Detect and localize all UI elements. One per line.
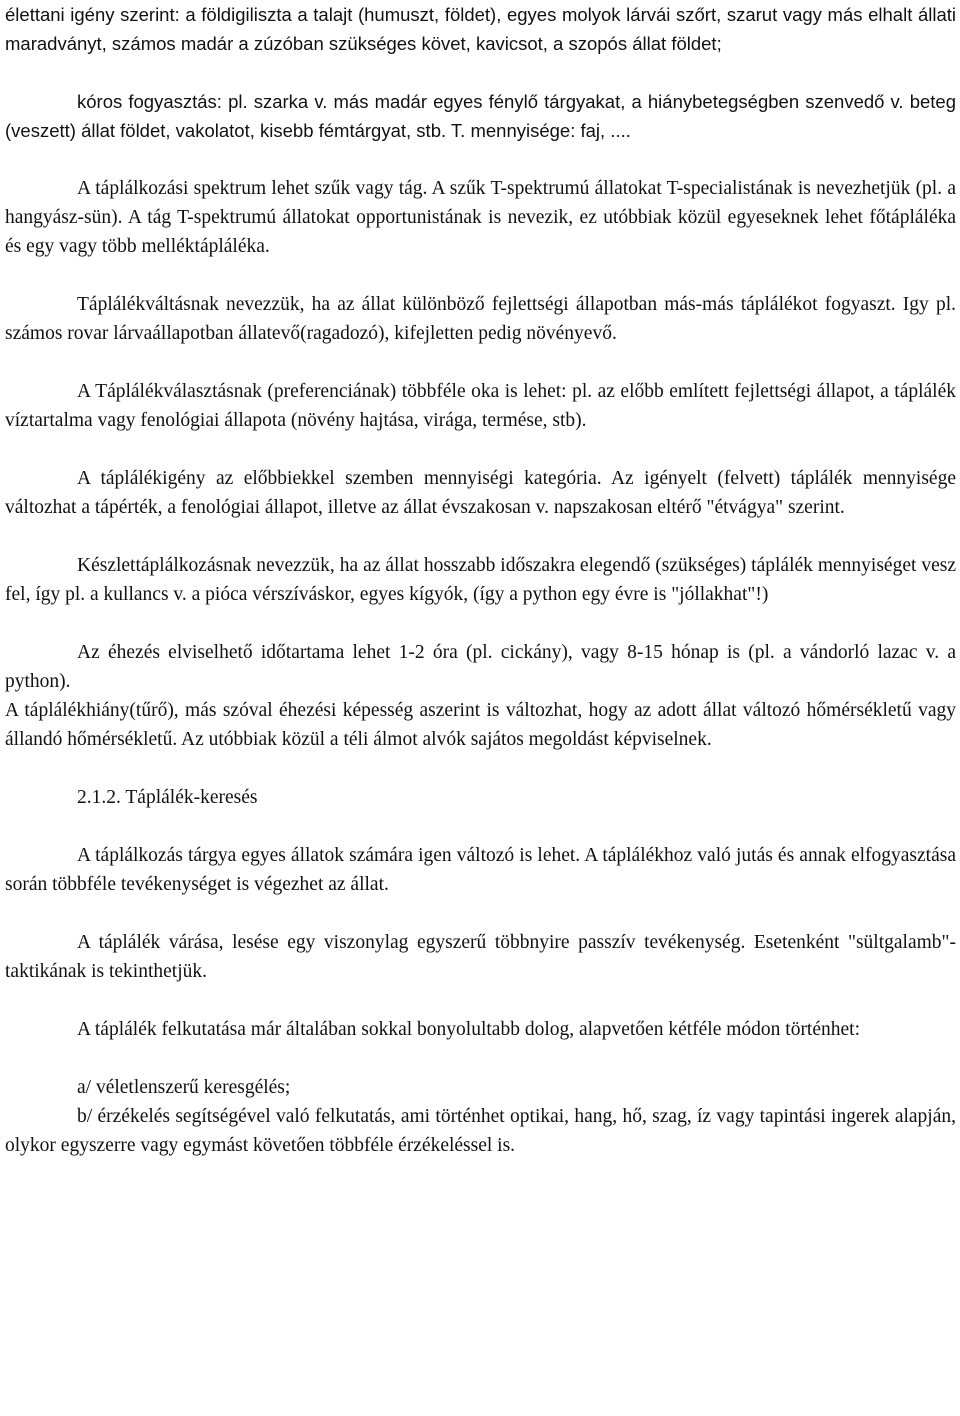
paragraph-feeding-object: A táplálkozás tárgya egyes állatok számára igen változó is lehet. A táplálékhoz való jutás és annak elfogyasztása során többféle tevékenységet is végezhet az állat. (5, 845, 956, 895)
paragraph-stock-feeding: Készlettáplálkozásnak nevezzük, ha az állat hosszabb időszakra elegendő (szükséges) táplálék mennyiséget vesz fel, így pl. a kullancs v. a pióca vérszíváskor, egyes kígyók, (így a python egy évre is "jóllakhat"!) (5, 555, 956, 605)
paragraph-physiological-need: élettani igény szerint: a földigiliszta a talajt (humuszt, földet), egyes molyok lárvái szőrt, szarut vagy más elhalt állati maradványt, számos madár a zúzóban szükséges követ, kavicsot, a szopós állat földet; (5, 4, 956, 54)
paragraph-food-exploration: A táplálék felkutatása már általában sokkal bonyolultabb dolog, alapvetően kétféle módon történhet: (77, 1019, 860, 1040)
paragraph-pathological-consumption: kóros fogyasztás: pl. szarka v. más madár egyes fénylő tárgyakat, a hiánybetegségben szenvedő v. beteg (veszett) állat földet, vakolatot, kisebb fémtárgyat, stb. T. mennyisége: faj, .... (5, 91, 956, 141)
paragraph-feeding-spectrum: A táplálkozási spektrum lehet szűk vagy tág. A szűk T-spektrumú állatokat T-specialistának is nevezhetjük (pl. a hangyász-sün). A tág T-spektrumú állatokat opportunistának is nevezik, ez utóbbiak közül egyeseknek lehet főtápláléka és egy vagy több melléktápláléka. (5, 178, 956, 257)
paragraph-waiting-for-food: A táplálék várása, lesése egy viszonylag egyszerű többnyire passzív tevékenység. Esetenként "sültgalamb"-taktikának is tekinthetjük. (5, 932, 956, 982)
paragraph-food-requirement: A táplálékigény az előbbiekkel szemben mennyiségi kategória. Az igényelt (felvett) táplálék mennyisége változhat a tápérték, a fenológiai állapot, illetve az állat évszakosan v. napszakosan eltérő "étvágya" szerint. (5, 468, 956, 518)
paragraph-food-preference: A Táplálékválasztásnak (preferenciának) többféle oka is lehet: pl. az előbb említett fejlettségi állapot, a táplálék víztartalma vagy fenológiai állapota (növény hajtása, virága, termése, stb). (5, 381, 956, 431)
list-item-sensory-search: b/ érzékelés segítségével való felkutatás, ami történhet optikai, hang, hő, szag, íz vagy tapintási ingerek alapján, olykor egyszerre vagy egymást követően többféle érzékeléssel is. (5, 1106, 956, 1156)
paragraph-starvation-tolerance: A táplálékhiány(tűrő), más szóval éhezési képesség aszerint is változhat, hogy az adott állat változó hőmérsékletű vagy állandó hőmérsékletű. Az utóbbiak közül a téli álmot alvók sajátos megoldást képviselnek. (5, 700, 956, 750)
section-heading-food-search: 2.1.2. Táplálék-keresés (77, 787, 258, 808)
paragraph-food-switching: Táplálékváltásnak nevezzük, ha az állat különböző fejlettségi állapotban más-más táplálékot fogyaszt. Igy pl. számos rovar lárvaállapotban állatevő(ragadozó), kifejletten pedig növényevő. (5, 294, 956, 344)
paragraph-starvation-duration: Az éhezés elviselhető időtartama lehet 1-2 óra (pl. cickány), vagy 8-15 hónap is (pl. a vándorló lazac v. a python). (5, 642, 956, 692)
list-item-random-search: a/ véletlenszerű keresgélés; (77, 1077, 291, 1098)
